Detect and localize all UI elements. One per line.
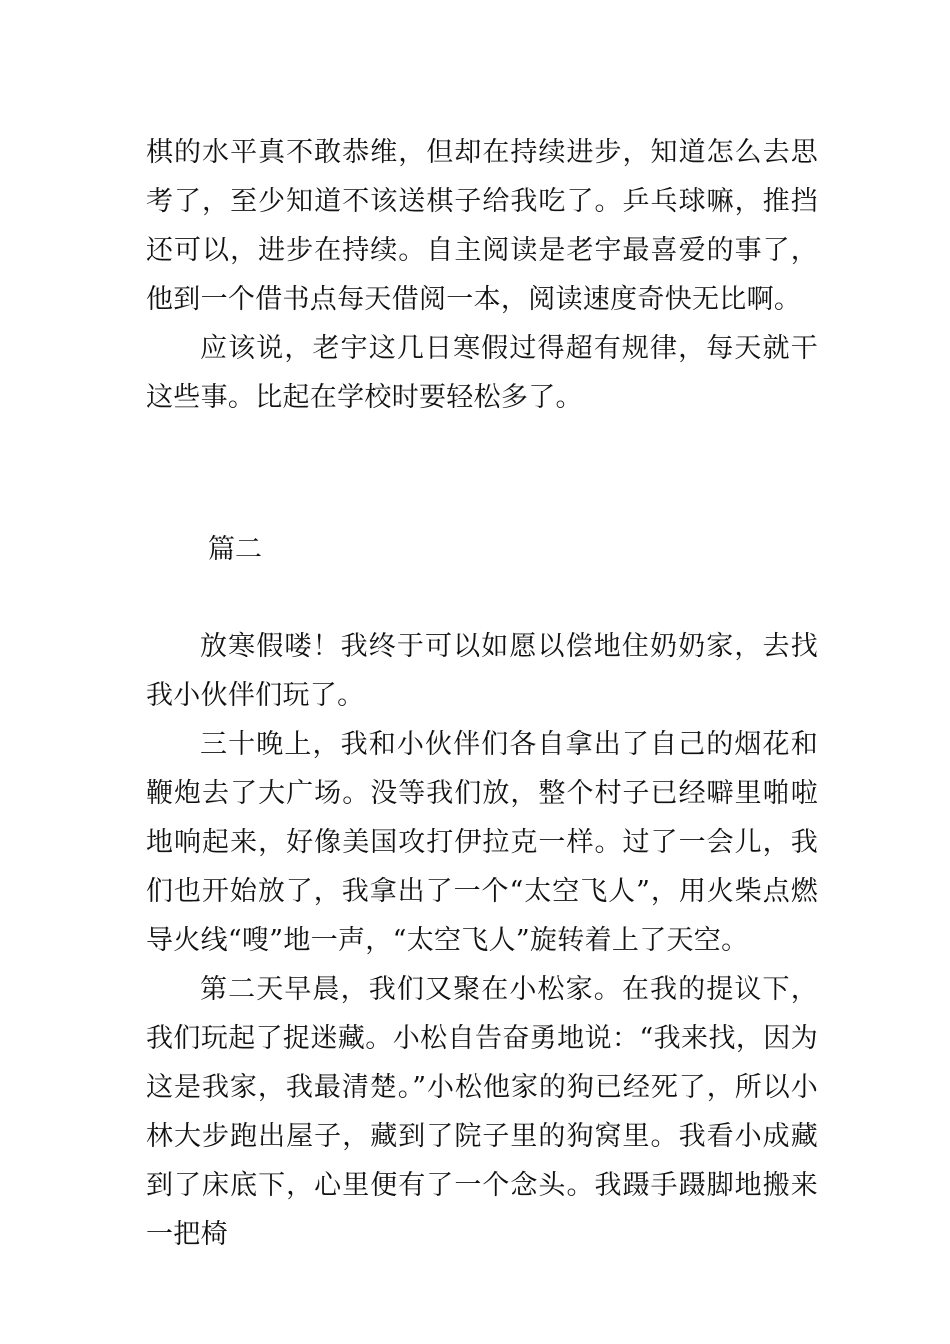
paragraph: 三十晚上，我和小伙伴们各自拿出了自己的烟花和鞭炮去了大广场。没等我们放，整个村子已经噼里啪啦地响起来，好像美国攻打伊拉克一样。过了一会儿，我们也开始放了，我拿出了一个“太空飞人”，用火柴点燃导火线“嗖”地一声，“太空飞人”旋转着上了天空。 <box>146 729 818 956</box>
paragraph: 应该说，老宇这几日寒假过得超有规律，每天就干这些事。比起在学校时要轻松多了。 <box>146 333 818 413</box>
section-one-body <box>146 128 818 422</box>
section-heading: 篇二 <box>208 534 262 565</box>
paragraph: 放寒假喽！我终于可以如愿以偿地住奶奶家，去找我小伙伴们玩了。 <box>146 631 818 711</box>
paragraph: 第二天早晨，我们又聚在小松家。在我的提议下，我们玩起了捉迷藏。小松自告奋勇地说：“我来找，因为这是我家，我最清楚。”小松他家的狗已经死了，所以小林大步跑出屋子，藏到了院子里的狗窝里。我看小成藏到了床底下，心里便有了一个念头。我蹑手蹑脚地搬来一把椅 <box>146 974 818 1250</box>
section-two-body <box>146 622 818 1259</box>
paragraph: 棋的水平真不敢恭维，但却在持续进步，知道怎么去思考了，至少知道不该送棋子给我吃了。乒乓球嘛，推挡还可以，进步在持续。自主阅读是老宇最喜爱的事了，他到一个借书点每天借阅一本，阅读速度奇快无比啊。 <box>146 137 818 315</box>
